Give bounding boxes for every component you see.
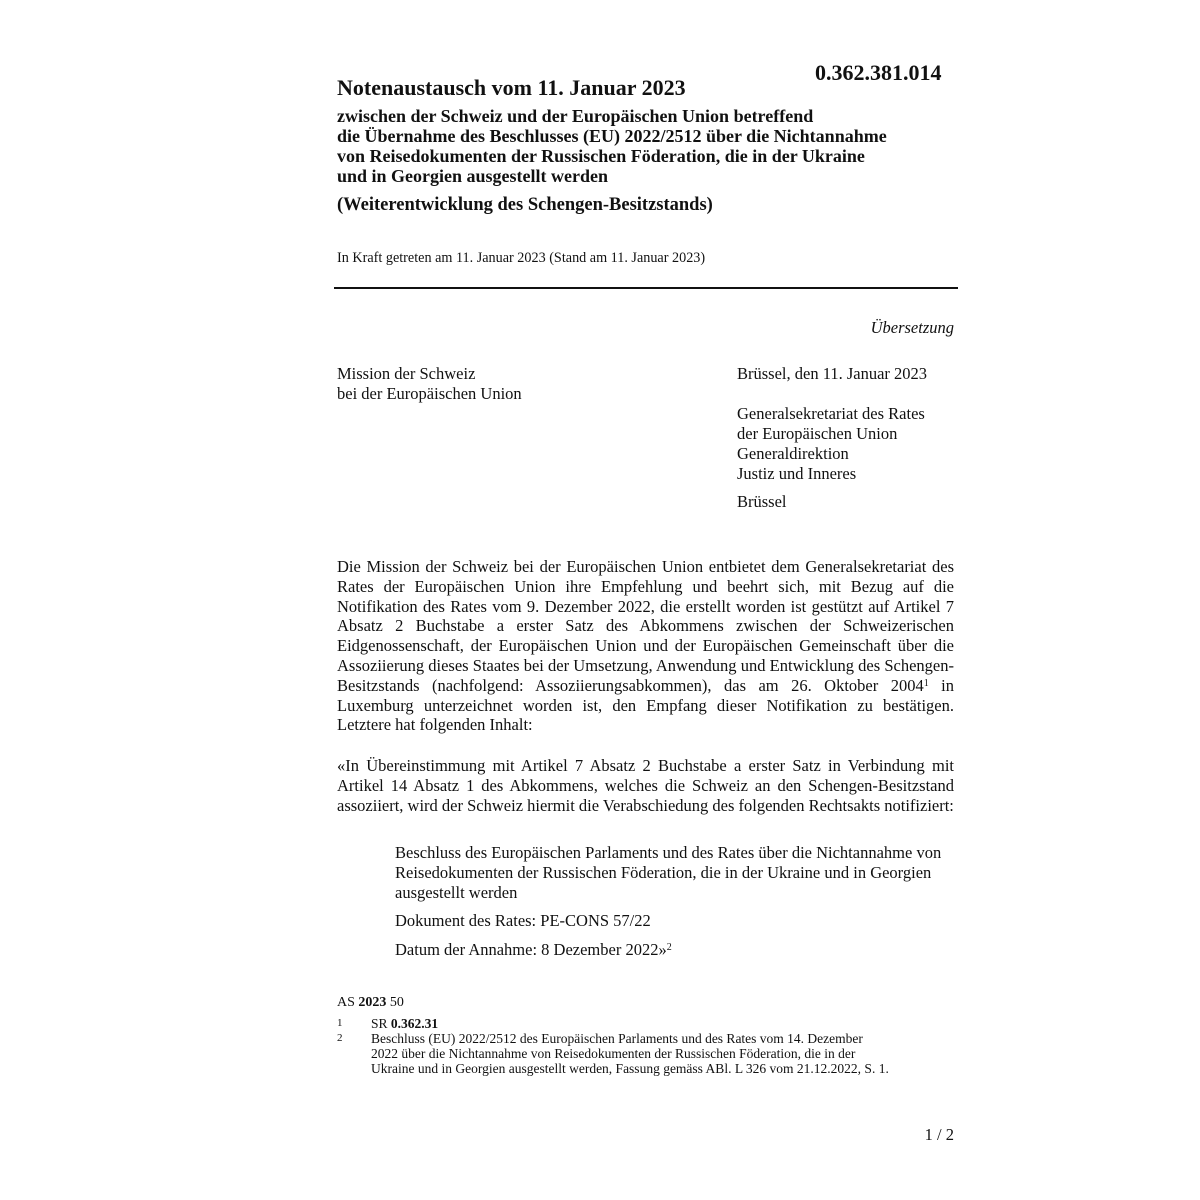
sender-line: bei der Europäischen Union [337,384,522,403]
document-subtitle [337,106,977,186]
document-title: Notenaustausch vom 11. Januar 2023 [337,75,686,100]
page-number: 1 / 2 [924,1125,954,1144]
in-force-date: In Kraft getreten am 11. Januar 2023 (Stand am 11. Januar 2023) [337,250,706,266]
act-document: Dokument des Rates: PE-CONS 57/22 [395,911,651,930]
as-reference [337,995,404,1011]
header-divider [334,287,958,289]
recipient-line: Generaldirektion [737,444,849,463]
recipient-city: Brüssel [737,492,787,511]
act-date [395,940,954,960]
fn1-prefix: SR [371,1016,391,1031]
act-title: Beschluss des Europäischen Parlaments und des Rates über die Nichtannahme von Reisedokumenten der Russischen Föderation, die in der Ukraine und in Georgien ausgestellt werden [395,843,942,902]
footnote-ref-1[interactable]: 1 [923,677,929,689]
para1-text-cont: in Luxemburg unterzeichnet worden ist, den Empfang dieser Notifikation zu bestätigen. Letztere hat folgenden Inhalt: [337,675,954,735]
as-year: 2023 [358,995,387,1010]
recipient-line: der Europäischen Union [737,424,898,443]
as-prefix: AS [337,995,359,1010]
footnote-text: Beschluss (EU) 2022/2512 des Europäischen Parlaments und des Rates vom 14. Dezember 2022 über die Nichtannahme von Reisedokumenten der Russischen Föderation, die in der Ukraine und in Georgien ausgestellt werden, Fassung gemäss ABl. L 326 vom 21.12.2022, S. 1. [371,1031,889,1076]
subtitle-line: von Reisedokumenten der Russischen Föderation, die in der Ukraine [337,146,865,166]
footnote-text [371,1016,891,1031]
recipient-address [737,404,925,484]
footnote-number: 1 [337,1017,343,1029]
subtitle-line: die Übernahme des Beschlusses (EU) 2022/2512 über die Nichtannahme [337,126,887,146]
schengen-note: (Weiterentwicklung des Schengen-Besitzstands) [337,195,713,215]
subtitle-line: und in Georgien ausgestellt werden [337,166,609,186]
subtitle-line: zwischen der Schweiz und der Europäischen Union betreffend [337,106,814,126]
act-date-text: Datum der Annahme: 8 Dezember 2022» [395,940,667,959]
footnote-number: 2 [337,1032,343,1044]
body-paragraph-2: «In Übereinstimmung mit Artikel 7 Absatz 2 Buchstabe a erster Satz in Verbindung mit Artikel 14 Absatz 1 des Abkommens, welches die Schweiz an den Schengen-Besitzstand assoziiert, wird der Schweiz hiermit die Verabschiedung des folgenden Rechtsakts notifiziert: [337,756,954,815]
translation-label: Übersetzung [870,318,954,337]
sr-number: 0.362.381.014 [815,60,942,85]
recipient-line: Generalsekretariat des Rates [737,404,925,423]
body-paragraph-1 [337,557,954,735]
sender-line: Mission der Schweiz [337,364,476,383]
para1-text: Die Mission der Schweiz bei der Europäischen Union entbietet dem Generalsekretariat des Rates der Europäischen Union ihre Empfehlung und beehrt sich, mit Bezug auf die Notifikation des Rates vom 9. Dezember 2022, die erstellt worden ist gestützt auf Artikel 7 Absatz 2 Buchstabe a erster Satz des Abkommens zwischen der Schweizerischen Eidgenossenschaft, der Europäischen Union und der Europäischen Gemeinschaft über die Assoziierung dieses Staates bei der Umsetzung, Anwendung und Entwicklung des Schengen-Besitzstands (nachfolgend: Assoziierungsabkommen), das am 26. Oktober 2004 [337,557,954,695]
fn1-sr-ref: 0.362.31 [390,1016,439,1031]
place-date: Brüssel, den 11. Januar 2023 [737,364,928,383]
recipient-line: Justiz und Inneres [737,464,857,483]
sender-address [337,364,522,404]
as-page: 50 [386,995,404,1010]
footnote-ref-2[interactable]: 2 [666,942,672,953]
